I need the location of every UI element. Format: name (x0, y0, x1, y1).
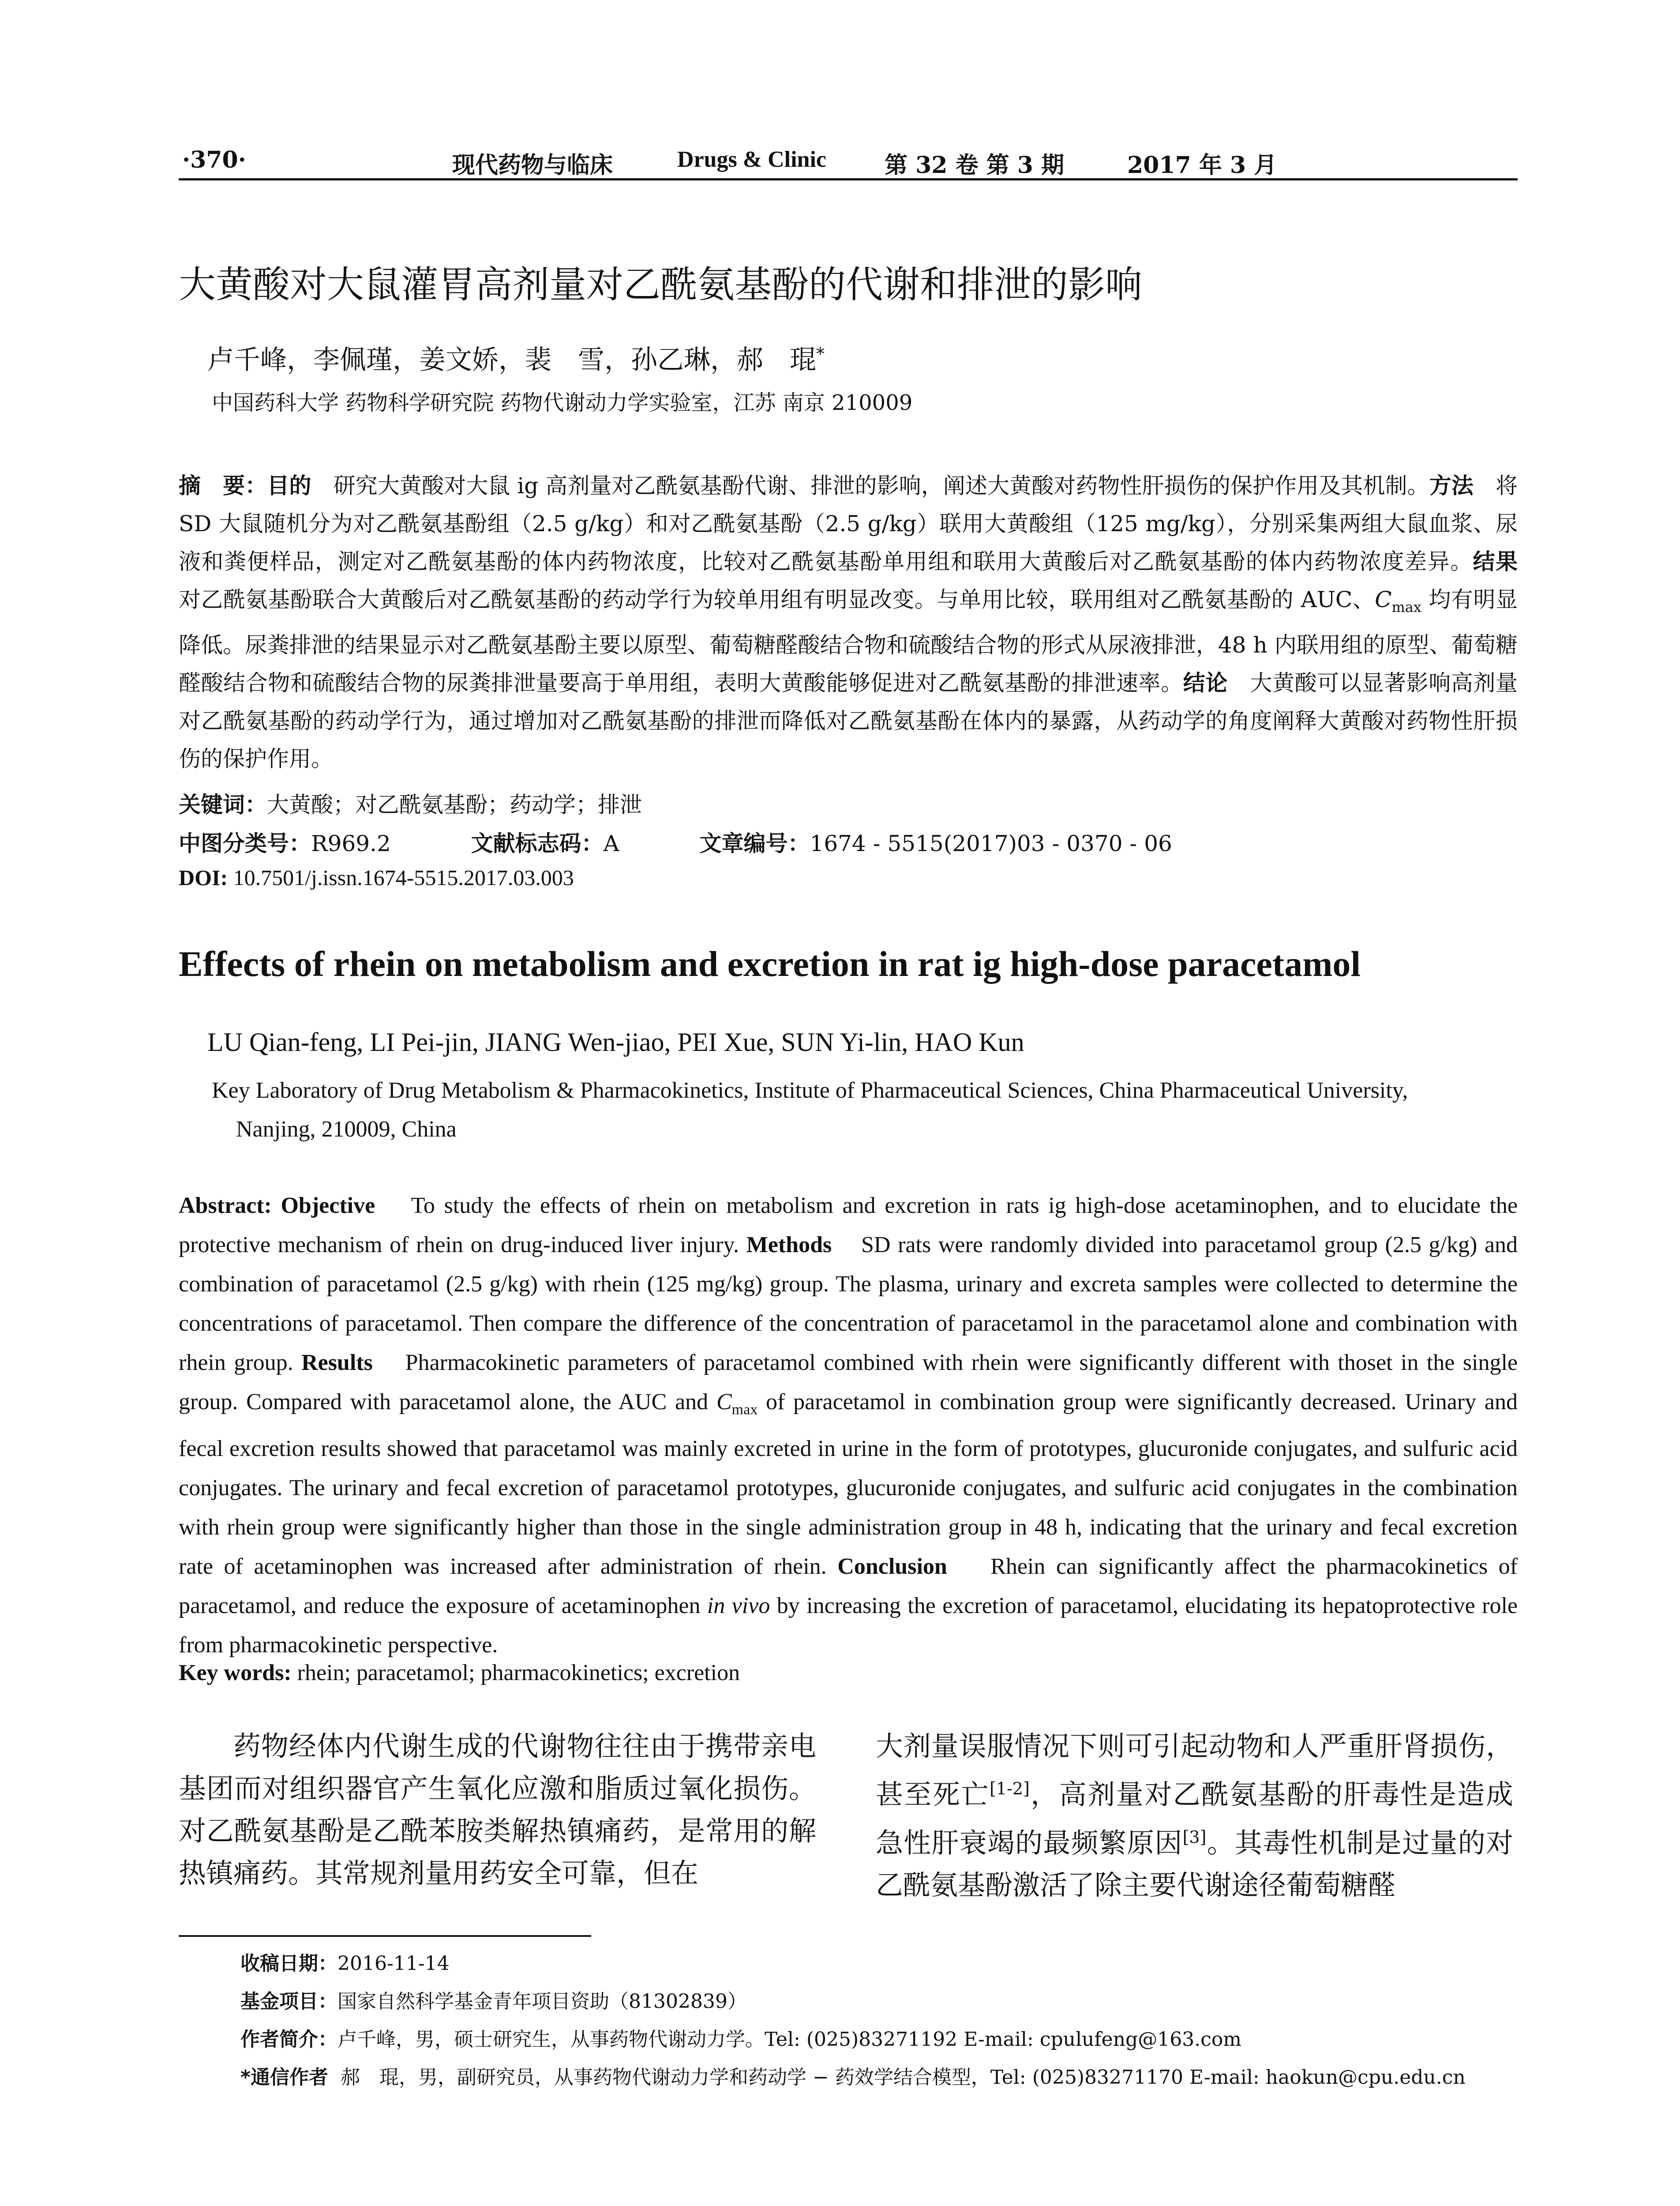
abstract-en-methods: SD rats were randomly divided into paracetamol group (2.5 g/kg) and combination of paracetamol (2.5 g/kg) with rhein (125 mg/kg) group. The plasma, urinary and excreta samples were collected to determine the concentrations of paracetamol. Then compare the difference of the concentration of paracetamol in the paracetamol alone and combination with rhein group. (179, 1232, 1518, 1375)
footnote-corresponding (240, 2061, 1466, 2090)
abstract-en (179, 1186, 1518, 1665)
abstract-en-objective-label: Objective (281, 1193, 375, 1218)
clc-label: 中图分类号： (179, 831, 311, 856)
keywords-en-label: Key words: (179, 1660, 292, 1685)
abstract-cn-results-a: 对乙酰氨基酚联合大黄酸后对乙酰氨基酚的药动学行为较单用组有明显改变。与单用比较，联用组对乙酰氨基酚的 AUC、 (179, 587, 1375, 612)
abstract-en-objective: To study the effects of rhein on metabolism and excretion in rats ig high-dose acetaminophen, and to elucidate the protective mechanism of rhein on drug-induced liver injury. (179, 1193, 1518, 1257)
doi-label: DOI: (179, 865, 228, 890)
fund-text: 国家自然科学基金青年项目资助（81302839） (338, 1990, 747, 2013)
received-date: 2016-11-14 (338, 1952, 450, 1975)
abstract-cn-results-label: 结果 (1473, 549, 1518, 574)
abstract-en-results-label: Results (301, 1350, 373, 1375)
abstract-cn-objective: 研究大黄酸对大鼠 ig 高剂量对乙酰氨基酚代谢、排泄的影响，阐述大黄酸对药物性肝损伤的保护作用及其机制。 (333, 473, 1429, 499)
footnote-rule (179, 1935, 591, 1937)
authors-cn (207, 339, 1487, 377)
abstract-en-results-b: of paracetamol in combination group were significantly decreased. Urinary and fecal excretion results showed that paracetamol was mainly excreted in urine in the form of prototypes, glucuronide conjugates, and sulfuric acid conjugates. The urinary and fecal excretion of paracetamol prototypes, glucuronide conjugates, and sulfuric acid conjugates in the combination with rhein group were significantly higher than those in the single administration group in 48 h, indicating that the urinary and fecal excretion rate of acetaminophen was increased after administration of rhein. (179, 1389, 1518, 1579)
abstract-cn-cmax-sub: max (1391, 599, 1421, 615)
abstract-en-label: Abstract: (179, 1193, 272, 1218)
abstract-en-conclusion-b: by increasing the excretion of paracetamol, elucidating its hepatoprotective role from pharmacokinetic perspective. (179, 1593, 1518, 1658)
abstract-cn-conclusion-label: 结论 (1183, 670, 1228, 696)
abstract-en-in-vivo: in vivo (707, 1593, 770, 1619)
corresponding-label: *通信作者 (240, 2066, 329, 2089)
abstract-cn-methods: 将 SD 大鼠随机分为对乙酰氨基酚组（2.5 g/kg）和对乙酰氨基酚（2.5 g/kg）联用大黄酸组（125 mg/kg），分别采集两组大鼠血浆、尿液和粪便样品，测定对乙酰氨基酚的体内药物浓度，比较对乙酰氨基酚单用组和联用大黄酸后对乙酰氨基酚的体内药物浓度差异。 (179, 473, 1518, 574)
corresponding-mark: * (816, 344, 825, 364)
classification-line (179, 826, 1172, 858)
keywords-cn-text: 大黄酸；对乙酰氨基酚；药动学；排泄 (267, 792, 642, 818)
article-number-value: 1674 - 5515(2017)03 - 0370 - 06 (810, 831, 1172, 856)
body-right-text-b: ，高剂量对乙酰氨基酚的肝毒性是造成急性肝衰竭的最频繁原因 (876, 1778, 1513, 1859)
keywords-cn (179, 787, 642, 819)
clc-value: R969.2 (311, 831, 391, 856)
abstract-cn-cmax: C (1375, 587, 1392, 612)
affiliation-en (212, 1071, 1518, 1149)
body-right-text-c: 。其毒性机制是过量的对乙酰氨基酚激活了除主要代谢途径葡萄糖醛 (876, 1827, 1513, 1902)
corresponding-text: 郝 琨，男，副研究员，从事药物代谢动力学和药动学 − 药效学结合模型，Tel: (025)83271170 E-mail: haokun@cpu.edu.cn (341, 2066, 1466, 2089)
abstract-cn-methods-label: 方法 (1429, 473, 1474, 499)
abstract-en-methods-label: Methods (746, 1232, 832, 1257)
footnote-fund (240, 1985, 747, 2014)
abstract-cn-label: 摘 要： (179, 473, 267, 499)
affiliation-en-line1: Key Laboratory of Drug Metabolism & Pharmacokinetics, Institute of Pharmaceutical Sciences, China Pharmaceutical University, (212, 1078, 1408, 1103)
footnote-author (240, 2023, 1241, 2052)
abstract-cn-objective-label: 目的 (267, 473, 311, 499)
journal-name-cn: 现代药物与临床 (452, 152, 613, 179)
abstract-en-results-a: Pharmacokinetic parameters of paracetamol combined with rhein were significantly different with thoset in the single group. Compared with paracetamol alone, the AUC and (179, 1350, 1518, 1414)
author-bio-label: 作者简介： (240, 2028, 338, 2051)
keywords-cn-label: 关键词： (179, 792, 267, 818)
authors-cn-names: 卢千峰，李佩瑾，姜文娇，裴 雪，孙乙琳，郝 琨 (207, 345, 816, 375)
article-number-label: 文章编号： (699, 831, 810, 856)
volume-issue: 第 32 卷 第 3 期 (885, 152, 1065, 179)
abstract-en-conclusion-label: Conclusion (837, 1554, 947, 1579)
abstract-en-cmax-sub: max (731, 1401, 758, 1418)
authors-en: LU Qian-feng, LI Pei-jin, JIANG Wen-jiao, PEI Xue, SUN Yi-lin, HAO Kun (207, 1028, 1024, 1057)
running-head (179, 140, 1518, 182)
citation-1-2: [1-2] (989, 1779, 1030, 1798)
body-right-text-a: 大剂量误服情况下则可引起动物和人严重肝肾损伤，甚至死亡 (876, 1730, 1513, 1811)
affiliation-en-line2: Nanjing, 210009, China (236, 1117, 457, 1142)
doc-code-label: 文献标志码： (471, 831, 604, 856)
author-bio-text: 卢千峰，男，硕士研究生，从事药物代谢动力学。Tel: (025)83271192 E-mail: cpulufeng@163.com (338, 2028, 1242, 2051)
received-label: 收稿日期： (240, 1952, 338, 1975)
abstract-en-cmax: C (716, 1389, 732, 1414)
doc-code-value: A (603, 831, 619, 856)
citation-3: [3] (1182, 1827, 1207, 1847)
keywords-en (179, 1660, 1518, 1686)
journal-name-en: Drugs & Clinic (677, 147, 826, 172)
body-column-right (876, 1725, 1513, 1906)
body-column-left: 药物经体内代谢生成的代谢物往往由于携带亲电基团而对组织器官产生氧化应激和脂质过氧化损伤。对乙酰氨基酚是乙酰苯胺类解热镇痛药，是常用的解热镇痛药。其常规剂量用药安全可靠，但在 (179, 1730, 816, 1889)
fund-label: 基金项目： (240, 1990, 338, 2013)
page-number: ·370· (182, 146, 246, 173)
issue-date: 2017 年 3 月 (1127, 152, 1277, 179)
keywords-en-text: rhein; paracetamol; pharmacokinetics; excretion (297, 1660, 740, 1685)
affiliation-cn: 中国药科大学 药物科学研究院 药物代谢动力学实验室，江苏 南京 210009 (212, 390, 913, 415)
title-en: Effects of rhein on metabolism and excretion in rat ig high-dose paracetamol (179, 944, 1361, 984)
abstract-cn-conclusion: 大黄酸可以显著影响高剂量对乙酰氨基酚的药动学行为，通过增加对乙酰氨基酚的排泄而降低对乙酰氨基酚在体内的暴露，从药动学的角度阐释大黄酸对药物性肝损伤的保护作用。 (179, 670, 1518, 772)
abstract-cn (179, 467, 1518, 778)
abstract-cn-results-b: 均有明显降低。尿粪排泄的结果显示对乙酰氨基酚主要以原型、葡萄糖醛酸结合物和硫酸结合物的形式从尿液排泄，48 h 内联用组的原型、葡萄糖醛酸结合物和硫酸结合物的尿粪排泄量要高于单用组，表明大黄酸能够促进对乙酰氨基酚的排泄速率。 (179, 587, 1518, 696)
header-rule (179, 178, 1518, 180)
abstract-en-conclusion-a: Rhein can significantly affect the pharmacokinetics of paracetamol, and reduce the exposure of acetaminophen (179, 1554, 1518, 1619)
doi-line (179, 865, 574, 890)
footnote-received (240, 1947, 450, 1976)
doi-value: 10.7501/j.issn.1674-5515.2017.03.003 (233, 865, 574, 890)
title-cn: 大黄酸对大鼠灌胃高剂量对乙酰氨基酚的代谢和排泄的影响 (179, 263, 1143, 306)
